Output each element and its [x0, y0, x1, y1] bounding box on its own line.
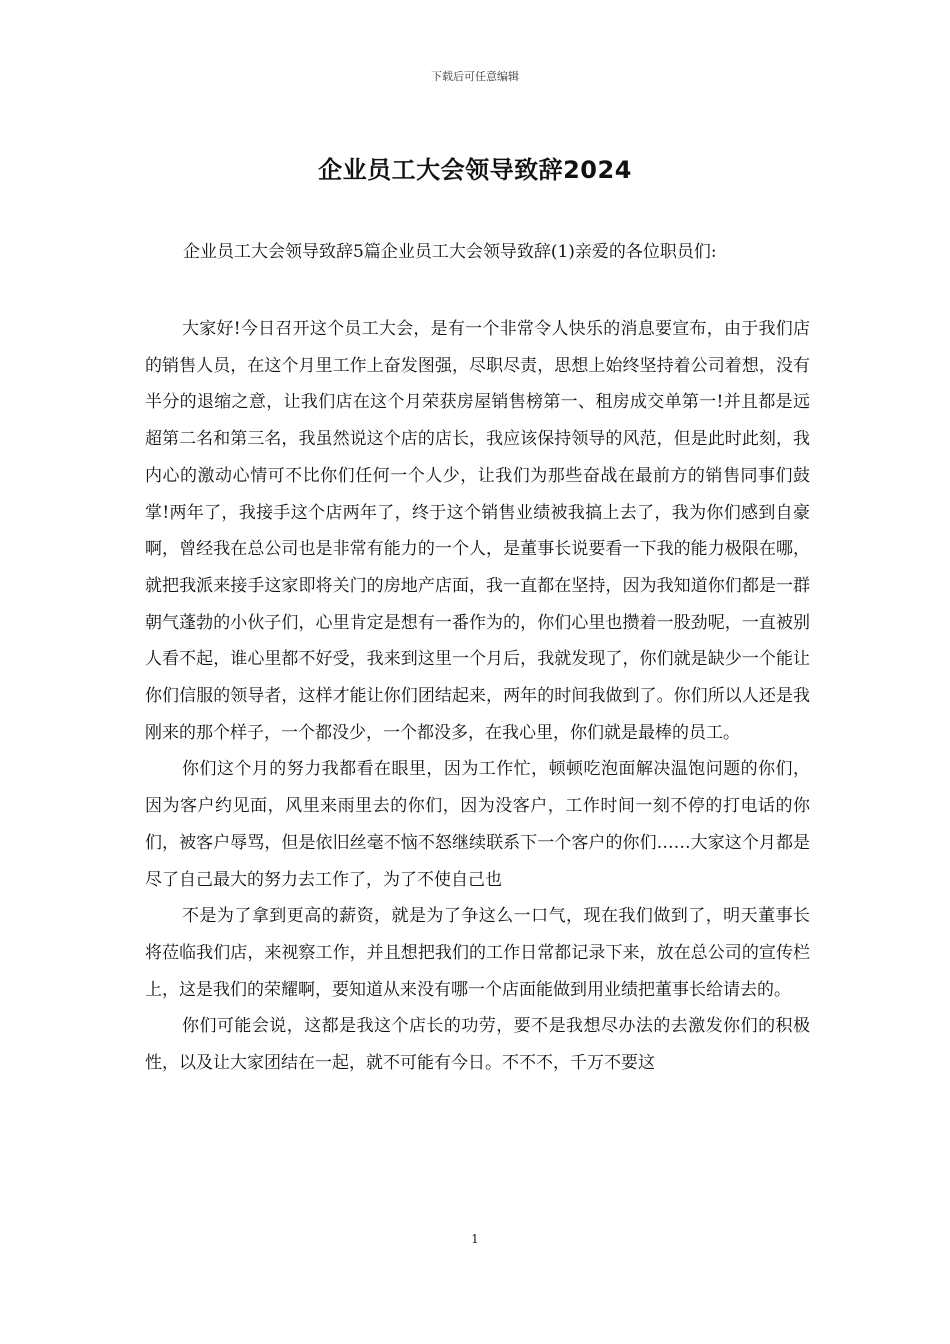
paragraph-2: 你们这个月的努力我都看在眼里，因为工作忙，顿顿吃泡面解决温饱问题的你们，因为客户约见面，风里来雨里去的你们，因为没客户，工作时间一刻不停的打电话的你们，被客户辱骂，但是依旧丝毫不恼不怒继续联系下一个客户的你们……大家这个月都是尽了自己最大的努力去工作了，为了不使自己也 [145, 759, 810, 890]
paragraph-1: 大家好!今日召开这个员工大会，是有一个非常令人快乐的消息要宣布，由于我们店的销售人员，在这个月里工作上奋发图强，尽职尽责，思想上始终坚持着公司着想，没有半分的退缩之意，让我们店在这个月荣获房屋销售榜第一、租房成交单第一!并且都是远超第二名和第三名，我虽然说这个店的店长，我应该保持领导的风范，但是此时此刻，我内心的激动心情可不比你们任何一个人少，让我们为那些奋战在最前方的销售同事们鼓掌!两年了，我接手这个店两年了，终于这个销售业绩被我搞上去了，我为你们感到自豪啊，曾经我在总公司也是非常有能力的一个人，是董事长说要看一下我的能力极限在哪，就把我派来接手这家即将关门的房地产店面，我一直都在坚持，因为我知道你们都是一群朝气蓬勃的小伙子们，心里肯定是想有一番作为的，你们心里也攒着一股劲呢，一直被别人看不起，谁心里都不好受，我来到这里一个月后，我就发现了，你们就是缺少一个能让你们信服的领导者，这样才能让你们团结起来，两年的时间我做到了。你们所以人还是我刚来的那个样子，一个都没少，一个都没多，在我心里，你们就是最棒的员工。 [145, 319, 810, 743]
body-text [145, 311, 810, 1082]
intro-line: 企业员工大会领导致辞5篇企业员工大会领导致辞(1)亲爱的各位职员们: [183, 242, 717, 262]
paragraph-4: 你们可能会说，这都是我这个店长的功劳，要不是我想尽办法的去激发你们的积极性，以及让大家团结在一起，就不可能有今日。不不不，千万不要这 [145, 1016, 810, 1074]
document-title: 企业员工大会领导致辞2024 [318, 156, 632, 184]
paragraph-3: 不是为了拿到更高的薪资，就是为了争这么一口气，现在我们做到了，明天董事长将莅临我们店，来视察工作，并且想把我们的工作日常都记录下来，放在总公司的宣传栏上，这是我们的荣耀啊，要知道从来没有哪一个店面能做到用业绩把董事长给请去的。 [145, 906, 810, 1000]
header-note: 下载后可任意编辑 [431, 70, 519, 83]
page-number: 1 [471, 1232, 479, 1246]
